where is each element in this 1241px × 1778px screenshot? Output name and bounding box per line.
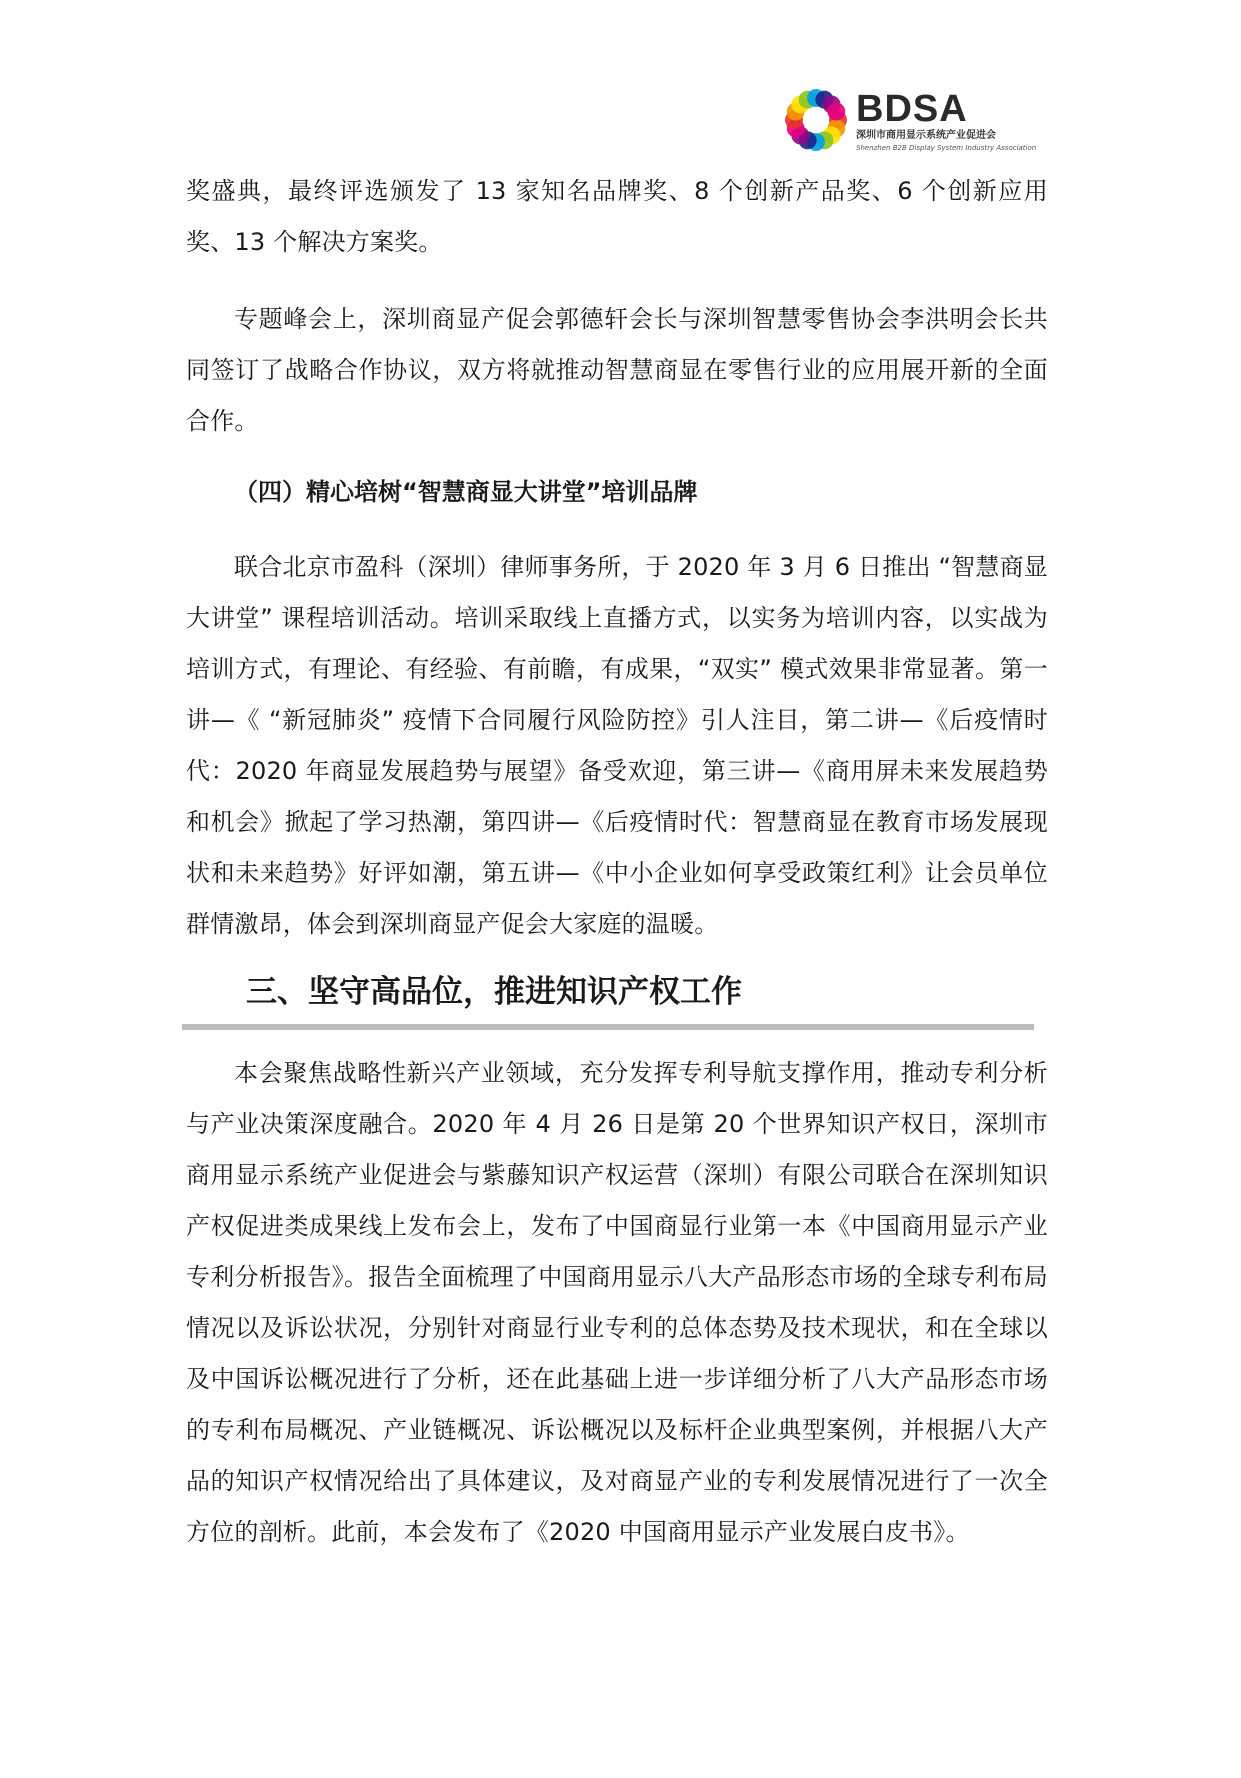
logo-mark: BDSA [856,88,968,130]
paragraph-awards: 奖盛典，最终评选颁发了 13 家知名品牌奖、8 个创新产品奖、6 个创新应用奖、13 个解决方案奖。 [186,177,1048,256]
bdsa-logo [782,86,1052,156]
color-wheel-icon [782,86,850,154]
paragraph-ip: 本会聚焦战略性新兴产业领域，充分发挥专利导航支撑作用，推动专利分析与产业决策深度融合。2020 年 4 月 26 日是第 20 个世界知识产权日，深圳市商用显示系统产业促进会与紫藤知识产权运营（深圳）有限公司联合在深圳知识产权促进类成果线上发布会上，发布了中国商显行业第一本《中国商用显示产业专利分析报告》。报告全面梳理了中国商用显示八大产品形态市场的全球专利布局情况以及诉讼状况，分别针对商显行业专利的总体态势及技术现状，和在全球以及中国诉讼概况进行了分析，还在此基础上进一步详细分析了八大产品形态市场的专利布局概况、产业链概况、诉讼概况以及标杆企业典型案例，并根据八大产品的知识产权情况给出了具体建议，及对商显产业的专利发展情况进行了一次全方位的剖析。此前，本会发布了《2020 中国商用显示产业发展白皮书》。 [186,1059,1048,1546]
paragraph-summit: 专题峰会上，深圳商显产促会郭德轩会长与深圳智慧零售协会李洪明会长共同签订了战略合作协议，双方将就推动智慧商显在零售行业的应用展开新的全面合作。 [186,305,1048,435]
subheading-lecture-brand: （四）精心培树“智慧商显大讲堂”培训品牌 [234,478,698,506]
section-heading: 三、坚守高品位，推进知识产权工作 [246,974,742,1010]
logo-org-en: Shenzhen B2B Display System Industry Association [856,144,1037,152]
section-divider [182,1024,1034,1030]
paragraph-lecture: 联合北京市盈科（深圳）律师事务所，于 2020 年 3 月 6 日推出 “智慧商显大讲堂” 课程培训活动。培训采取线上直播方式，以实务为培训内容，以实战为培训方式，有理论、有经验、有前瞻，有成果，“双实” 模式效果非常显著。第一讲—《 “新冠肺炎” 疫情下合同履行风险防控》引人注目，第二讲—《后疫情时代：2020 年商显发展趋势与展望》备受欢迎，第三讲—《商用屏未来发展趋势和机会》掀起了学习热潮，第四讲—《后疫情时代：智慧商显在教育市场发展现状和未来趋势》好评如潮，第五讲—《中小企业如何享受政策红利》让会员单位群情激昂，体会到深圳商显产促会大家庭的温暖。 [186,553,1048,938]
logo-org-cn: 深圳市商用显示系统产业促进会 [856,130,996,141]
document-body [186,166,1048,1558]
